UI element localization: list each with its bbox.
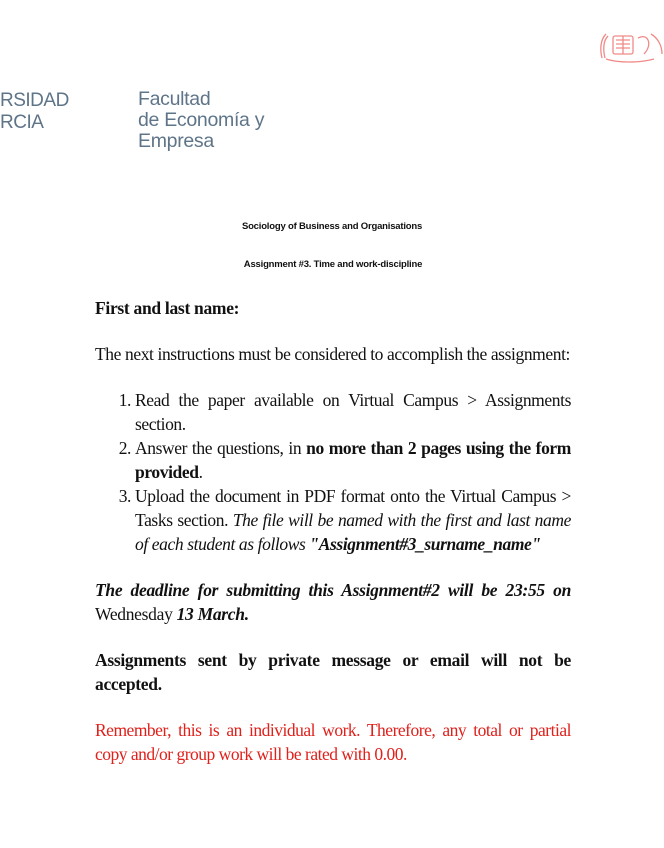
step-text-italic: The file will be named with the first and last name of each student as follows <box>135 510 571 554</box>
seal-graphic <box>596 28 664 64</box>
instructions-intro: The next instructions must be considered to accomplish the assignment: <box>95 344 571 364</box>
university-logo-line: RCIA <box>0 112 44 133</box>
deadline-text: The deadline for submitting this Assignment#2 will be 23:55 on <box>95 580 571 600</box>
university-seal-icon <box>596 28 664 64</box>
step-text: Read the paper available on Virtual Campus > Assignments section. <box>135 390 571 434</box>
faculty-logo-line: Empresa <box>138 130 214 152</box>
step-text: . <box>198 462 203 482</box>
university-logo-line: RSIDAD <box>0 90 69 111</box>
deadline-weekday: Wednesday <box>95 604 177 624</box>
deadline-date: 13 March. <box>176 604 249 624</box>
list-item <box>135 484 571 556</box>
course-title: Sociology of Business and Organisations <box>241 221 423 232</box>
name-label: First and last name: <box>95 298 240 318</box>
faculty-logo-line: de Economía y <box>138 109 265 131</box>
university-logo <box>0 90 69 134</box>
plagiarism-reminder: Remember, this is an individual work. Therefore, any total or partial copy and/or group work will be rated with 0.00. <box>95 720 571 764</box>
file-name-format: "Assignment#3_surname_name" <box>309 534 541 554</box>
assignment-title: Assignment #3. Time and work-discipline <box>243 259 423 270</box>
step-text-bold: no more than 2 pages using the form provided <box>135 438 571 482</box>
document-body <box>95 296 571 766</box>
submission-warning: Assignments sent by private message or email will not be accepted. <box>95 650 571 694</box>
step-text: Answer the questions, in <box>135 438 307 458</box>
deadline-notice <box>95 578 571 626</box>
step-text: Upload the document in PDF format onto the Virtual Campus > Tasks section. <box>135 486 571 530</box>
faculty-logo-line: Facultad <box>138 88 211 110</box>
list-item <box>135 388 571 436</box>
faculty-logo <box>138 89 264 152</box>
instructions-list <box>95 388 571 556</box>
list-item <box>135 436 571 484</box>
